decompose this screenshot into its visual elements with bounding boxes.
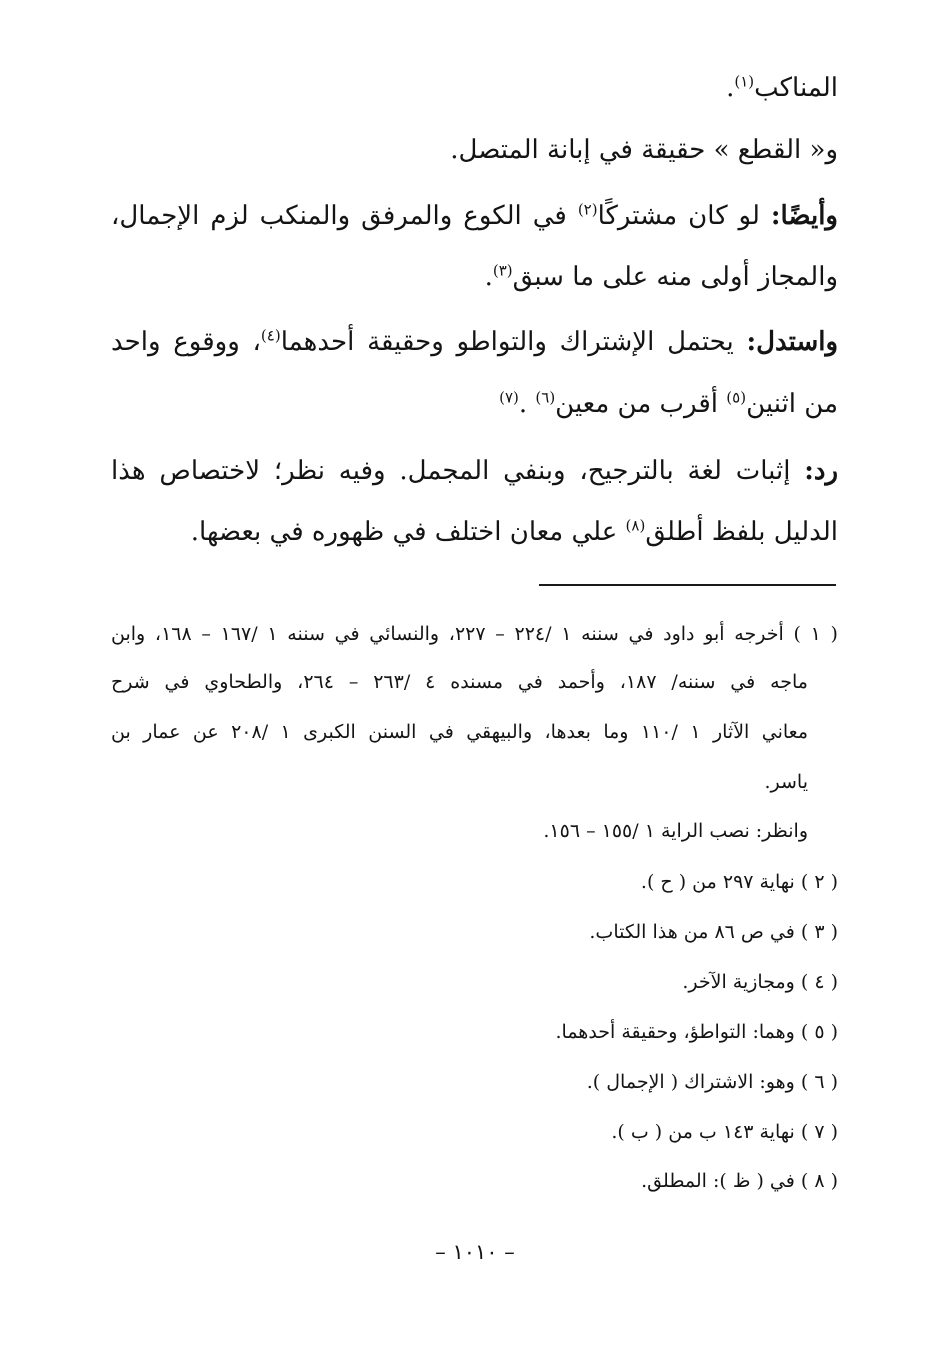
footnote-ref[interactable]: (٢): [577, 200, 598, 219]
body-line: من اثنين$^{(٥)}$ أقرب من معين$^{(٦)}$ .$^{(٧)}$: [499, 388, 838, 419]
footnote-line: ماجه في سننه/ ١٨٧، وأحمد في مسنده ٤ /٢٦٣ – ٢٦٤، والطحاوي في شرح: [111, 671, 808, 693]
footnote-line: معاني الآثار ١ /١١٠ وما بعدها، والبيهقي في السنن الكبرى ١ /٢٠٨ عن عمار بن: [111, 721, 808, 743]
body-line: رد: إثبات لغة بالترجيح، وبنفي المجمل. وفيه نظر؛ لاختصاص هذا: [111, 456, 838, 486]
footnote-line: ( ٤ ) ومجازية الآخر.: [682, 971, 838, 993]
footnote-ref[interactable]: (٤): [260, 326, 281, 345]
footnote-line: ( ٣ ) في ص ٨٦ من هذا الكتاب.: [589, 921, 838, 943]
body-line: الدليل بلفظ أطلق$^{(٨)}$ علي معان اختلف في ظهوره في بعضها.: [190, 516, 838, 547]
paragraph-lead: رد:: [804, 456, 838, 486]
footnote-line: ( ٦ ) وهو: الاشتراك ( الإجمال ).: [586, 1071, 838, 1093]
page-number: – ١٠١٠ –: [435, 1240, 515, 1264]
footnote-ref[interactable]: (٦): [535, 388, 556, 407]
body-line: وأيضًا: لو كان مشتركًا$^{(٢)}$ في الكوع والمرفق والمنكب لزم الإجمال،: [111, 200, 838, 231]
footnote-ref[interactable]: (٣): [492, 261, 513, 280]
body-line: و« القطع » حقيقة في إبانة المتصل.: [450, 135, 838, 165]
footnote-ref[interactable]: (١): [734, 72, 755, 91]
footnote-ref[interactable]: (٨): [625, 516, 646, 535]
footnote-line: ( ٢ ) نهاية ٢٩٧ من ( ح ).: [640, 871, 838, 893]
footnote-line: وانظر: نصب الراية ١ /١٥٥ – ١٥٦.: [543, 820, 808, 842]
footnote-line: ( ٧ ) نهاية ١٤٣ ب من ( ب ).: [611, 1121, 838, 1143]
footnote-line: ( ٥ ) وهما: التواطؤ، وحقيقة أحدهما.: [555, 1021, 838, 1043]
footnote-ref[interactable]: (٧): [499, 388, 519, 407]
footnote-separator: [539, 584, 836, 586]
body-line: واستدل: يحتمل الإشتراك والتواطو وحقيقة أحدهما$^{(٤)}$، ووقوع واحد: [111, 326, 839, 357]
footnote-line: ( ٨ ) في ( ظ ): المطلق.: [641, 1170, 838, 1192]
footnote-ref[interactable]: (٥): [726, 388, 747, 407]
paragraph-lead: واستدل:: [746, 327, 839, 357]
body-line: والمجاز أولى منه على ما سبق$^{(٣)}$.: [484, 261, 838, 292]
body-line: المناكب$^{(١)}$.: [726, 72, 838, 103]
paragraph-lead: وأيضًا:: [770, 201, 838, 231]
footnote-line: ياسر.: [764, 771, 808, 793]
footnote-line: ( ١ ) أخرجه أبو داود في سننه ١ /٢٢٤ – ٢٢٧، والنسائي في سننه ١ /١٦٧ – ١٦٨، وابن: [111, 623, 838, 645]
